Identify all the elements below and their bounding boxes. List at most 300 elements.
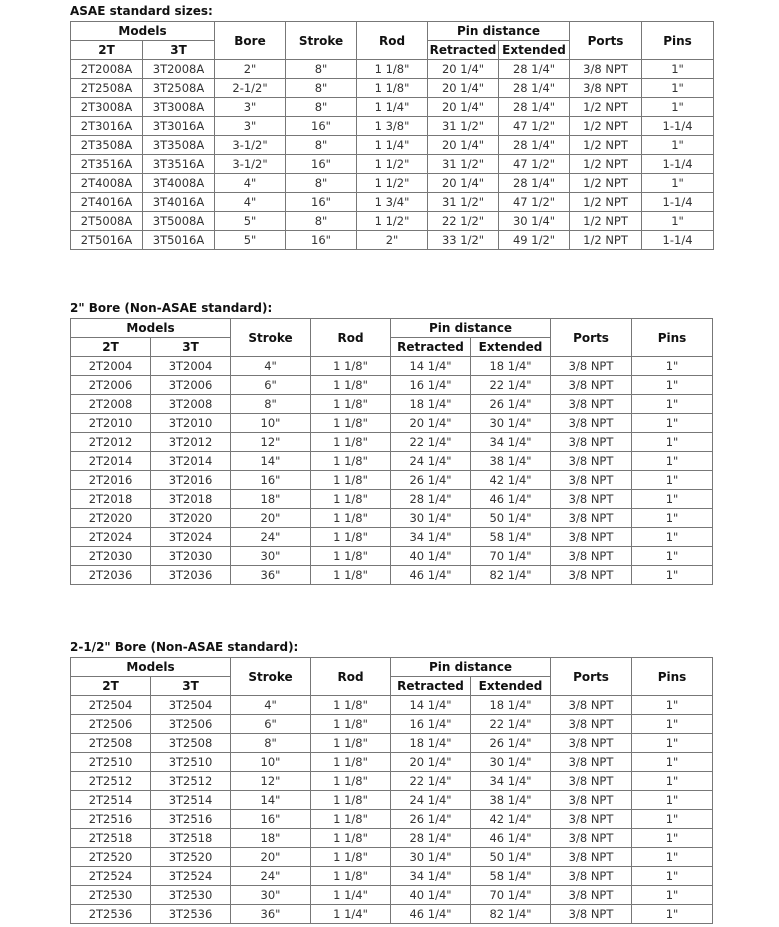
table-row: [71, 136, 714, 155]
table-cell: 1": [642, 60, 714, 79]
bore-header: Bore: [215, 22, 286, 60]
table-cell: 6": [231, 376, 311, 395]
table-cell: 1": [632, 414, 713, 433]
table-cell: 1-1/4: [642, 193, 714, 212]
table-cell: 28 1/4": [499, 174, 570, 193]
rod-header: Rod: [357, 22, 428, 60]
table-cell: 30 1/4": [391, 509, 471, 528]
table-row: [71, 905, 713, 924]
table-cell: 18": [231, 829, 311, 848]
table-cell: 3-1/2": [215, 136, 286, 155]
table-cell: 4": [231, 357, 311, 376]
table-cell: 1 1/8": [357, 60, 428, 79]
table-cell: 5": [215, 212, 286, 231]
table-cell: 3": [215, 98, 286, 117]
table-cell: 22 1/2": [428, 212, 499, 231]
table-cell: 40 1/4": [391, 886, 471, 905]
table-cell: 8": [286, 136, 357, 155]
table-cell: 1": [632, 791, 713, 810]
rod-header: Rod: [311, 319, 391, 357]
table-cell: 34 1/4": [391, 528, 471, 547]
table-cell: 1": [632, 905, 713, 924]
table-cell: 1": [632, 886, 713, 905]
table-cell: 3T5016A: [143, 231, 215, 250]
table-cell: 1": [632, 471, 713, 490]
table-cell: 8": [231, 734, 311, 753]
table-row: [71, 753, 713, 772]
two-and-half-inch-bore-section: [70, 638, 713, 924]
table-cell: 20": [231, 509, 311, 528]
table-cell: 8": [286, 60, 357, 79]
table-cell: 1": [642, 212, 714, 231]
table-cell: 8": [286, 174, 357, 193]
table-cell: 1": [632, 357, 713, 376]
retracted-header: Retracted: [391, 677, 471, 696]
table-cell: 10": [231, 753, 311, 772]
table-cell: 30 1/4": [471, 753, 551, 772]
table-row: [71, 155, 714, 174]
ports-header: Ports: [570, 22, 642, 60]
table-cell: 2T2520: [71, 848, 151, 867]
table-cell: 2T2508: [71, 734, 151, 753]
table-cell: 1 1/8": [311, 810, 391, 829]
table-cell: 1": [632, 753, 713, 772]
table-cell: 2T2524: [71, 867, 151, 886]
table-cell: 3T2030: [151, 547, 231, 566]
table-cell: 1 1/8": [311, 715, 391, 734]
table-cell: 2T3008A: [71, 98, 143, 117]
pin-distance-header: Pin distance: [428, 22, 570, 41]
table-cell: 26 1/4": [391, 471, 471, 490]
table-cell: 2T2018: [71, 490, 151, 509]
table-cell: 2T2008: [71, 395, 151, 414]
table-cell: 50 1/4": [471, 848, 551, 867]
table-row: [71, 490, 713, 509]
table-cell: 20 1/4": [428, 98, 499, 117]
table-cell: 1 1/8": [311, 734, 391, 753]
table-row: [71, 547, 713, 566]
table-cell: 1 1/8": [311, 566, 391, 585]
table-cell: 3T5008A: [143, 212, 215, 231]
table-cell: 18 1/4": [471, 696, 551, 715]
table-cell: 16": [231, 810, 311, 829]
table-cell: 8": [286, 212, 357, 231]
table-cell: 26 1/4": [471, 395, 551, 414]
extended-header: Extended: [471, 338, 551, 357]
table-cell: 31 1/2": [428, 155, 499, 174]
model-2t-header: 2T: [71, 41, 143, 60]
table-cell: 3/8 NPT: [551, 791, 632, 810]
table-cell: 28 1/4": [499, 136, 570, 155]
table-cell: 1 1/4": [357, 98, 428, 117]
table-cell: 1 1/2": [357, 174, 428, 193]
pins-header: Pins: [632, 658, 713, 696]
table-cell: 2T2536: [71, 905, 151, 924]
table-cell: 3T3508A: [143, 136, 215, 155]
table-cell: 1 1/8": [357, 79, 428, 98]
table-cell: 4": [215, 193, 286, 212]
table-body: [71, 60, 714, 250]
table-cell: 46 1/4": [391, 566, 471, 585]
table-cell: 2T2512: [71, 772, 151, 791]
table-cell: 24 1/4": [391, 452, 471, 471]
table-cell: 1": [632, 734, 713, 753]
table-cell: 14 1/4": [391, 696, 471, 715]
table-cell: 3T3516A: [143, 155, 215, 174]
table-cell: 1 1/8": [311, 772, 391, 791]
table-cell: 2T2504: [71, 696, 151, 715]
model-2t-header: 2T: [71, 338, 151, 357]
table-cell: 30 1/4": [471, 414, 551, 433]
model-2t-header: 2T: [71, 677, 151, 696]
table-cell: 34 1/4": [471, 772, 551, 791]
table-cell: 28 1/4": [499, 60, 570, 79]
table-cell: 3/8 NPT: [551, 471, 632, 490]
table-cell: 16": [286, 193, 357, 212]
table-cell: 58 1/4": [471, 867, 551, 886]
table-cell: 1/2 NPT: [570, 231, 642, 250]
table-cell: 2": [215, 60, 286, 79]
table-cell: 3T2008: [151, 395, 231, 414]
table-cell: 3T2014: [151, 452, 231, 471]
table-cell: 8": [286, 98, 357, 117]
table-row: [71, 174, 714, 193]
table-cell: 1 1/2": [357, 212, 428, 231]
table-cell: 24": [231, 867, 311, 886]
table-cell: 1": [632, 452, 713, 471]
table-cell: 1": [642, 136, 714, 155]
table-cell: 3/8 NPT: [551, 867, 632, 886]
models-header: Models: [71, 658, 231, 677]
stroke-header: Stroke: [231, 658, 311, 696]
table-cell: 14": [231, 452, 311, 471]
table-cell: 20": [231, 848, 311, 867]
table-row: [71, 433, 713, 452]
table-cell: 3/8 NPT: [551, 696, 632, 715]
table-cell: 3/8 NPT: [551, 414, 632, 433]
table-cell: 1 1/8": [311, 357, 391, 376]
table-cell: 3/8 NPT: [551, 395, 632, 414]
table-cell: 3T2518: [151, 829, 231, 848]
extended-header: Extended: [471, 677, 551, 696]
table-cell: 12": [231, 433, 311, 452]
table-cell: 2T2518: [71, 829, 151, 848]
table-cell: 31 1/2": [428, 117, 499, 136]
table-cell: 1": [642, 174, 714, 193]
models-header: Models: [71, 22, 215, 41]
pin-distance-header: Pin distance: [391, 319, 551, 338]
table-cell: 16": [286, 231, 357, 250]
table-cell: 1": [632, 490, 713, 509]
table-cell: 47 1/2": [499, 117, 570, 136]
table-cell: 40 1/4": [391, 547, 471, 566]
table-cell: 3T2514: [151, 791, 231, 810]
table-cell: 10": [231, 414, 311, 433]
table-cell: 3T2516: [151, 810, 231, 829]
table-cell: 3T2010: [151, 414, 231, 433]
table-cell: 1/2 NPT: [570, 117, 642, 136]
table-cell: 18 1/4": [471, 357, 551, 376]
table-cell: 1 1/4": [311, 886, 391, 905]
table-cell: 1": [632, 696, 713, 715]
table-cell: 3/8 NPT: [551, 848, 632, 867]
table-cell: 3-1/2": [215, 155, 286, 174]
table-cell: 1-1/4: [642, 155, 714, 174]
table-cell: 30 1/4": [499, 212, 570, 231]
table-row: [71, 528, 713, 547]
table-cell: 22 1/4": [391, 433, 471, 452]
table-cell: 34 1/4": [471, 433, 551, 452]
section-title: 2" Bore (Non-ASAE standard):: [70, 301, 273, 315]
ports-header: Ports: [551, 658, 632, 696]
table-row: [71, 886, 713, 905]
table-cell: 3/8 NPT: [551, 772, 632, 791]
table-row: [71, 810, 713, 829]
table-cell: 3T2520: [151, 848, 231, 867]
table-cell: 28 1/4": [499, 98, 570, 117]
table-cell: 26 1/4": [471, 734, 551, 753]
table-row: [71, 566, 713, 585]
table-cell: 1": [632, 528, 713, 547]
table-row: [71, 212, 714, 231]
table-cell: 1 1/4": [311, 905, 391, 924]
table-cell: 30": [231, 547, 311, 566]
section-title: 2-1/2" Bore (Non-ASAE standard):: [70, 640, 299, 654]
table-cell: 1 1/4": [357, 136, 428, 155]
table-cell: 1 1/8": [311, 753, 391, 772]
table-cell: 2T5016A: [71, 231, 143, 250]
table-cell: 58 1/4": [471, 528, 551, 547]
model-3t-header: 3T: [151, 338, 231, 357]
retracted-header: Retracted: [391, 338, 471, 357]
table-row: [71, 715, 713, 734]
table-cell: 1": [632, 395, 713, 414]
table-cell: 1": [642, 79, 714, 98]
table-row: [71, 829, 713, 848]
table-cell: 2T2030: [71, 547, 151, 566]
table-cell: 3/8 NPT: [551, 528, 632, 547]
table-cell: 12": [231, 772, 311, 791]
table-cell: 16": [231, 471, 311, 490]
table-cell: 42 1/4": [471, 471, 551, 490]
table-cell: 3T2530: [151, 886, 231, 905]
table-cell: 16 1/4": [391, 376, 471, 395]
table-cell: 2T3508A: [71, 136, 143, 155]
table-cell: 2T2506: [71, 715, 151, 734]
table-cell: 2T2010: [71, 414, 151, 433]
table-cell: 3T2524: [151, 867, 231, 886]
table-cell: 20 1/4": [391, 414, 471, 433]
model-3t-header: 3T: [151, 677, 231, 696]
table-cell: 1 1/8": [311, 528, 391, 547]
table-row: [71, 867, 713, 886]
table-cell: 3T3008A: [143, 98, 215, 117]
table-cell: 3": [215, 117, 286, 136]
table-cell: 4": [215, 174, 286, 193]
table-cell: 1": [632, 509, 713, 528]
table-cell: 2T3016A: [71, 117, 143, 136]
table-cell: 2T2516: [71, 810, 151, 829]
table-cell: 3T2504: [151, 696, 231, 715]
table-cell: 20 1/4": [428, 60, 499, 79]
table-cell: 22 1/4": [391, 772, 471, 791]
table-cell: 1": [632, 376, 713, 395]
table-cell: 46 1/4": [391, 905, 471, 924]
table-row: [71, 376, 713, 395]
asae-section: [70, 2, 714, 250]
table-cell: 2T2012: [71, 433, 151, 452]
table-cell: 3/8 NPT: [570, 79, 642, 98]
table-cell: 28 1/4": [391, 829, 471, 848]
table-cell: 2T2004: [71, 357, 151, 376]
table-row: [71, 357, 713, 376]
table-cell: 1 1/8": [311, 433, 391, 452]
table-cell: 3T2004: [151, 357, 231, 376]
table-cell: 24": [231, 528, 311, 547]
table-cell: 18": [231, 490, 311, 509]
table-cell: 3T2536: [151, 905, 231, 924]
table-cell: 33 1/2": [428, 231, 499, 250]
table-cell: 1": [632, 433, 713, 452]
pin-distance-header: Pin distance: [391, 658, 551, 677]
table-row: [71, 791, 713, 810]
table-cell: 24 1/4": [391, 791, 471, 810]
table-row: [71, 60, 714, 79]
table-cell: 3/8 NPT: [551, 829, 632, 848]
two-inch-bore-section: [70, 299, 713, 585]
table-cell: 22 1/4": [471, 715, 551, 734]
table-cell: 3T2508: [151, 734, 231, 753]
table-cell: 1": [632, 772, 713, 791]
table-cell: 1/2 NPT: [570, 212, 642, 231]
table-cell: 2T2036: [71, 566, 151, 585]
table-cell: 3T4008A: [143, 174, 215, 193]
table-row: [71, 193, 714, 212]
table-cell: 1": [632, 715, 713, 734]
table-cell: 70 1/4": [471, 886, 551, 905]
table-cell: 1 1/8": [311, 509, 391, 528]
table-cell: 1 3/4": [357, 193, 428, 212]
table-cell: 3T2008A: [143, 60, 215, 79]
table-cell: 46 1/4": [471, 829, 551, 848]
table-cell: 3T4016A: [143, 193, 215, 212]
table-cell: 2-1/2": [215, 79, 286, 98]
table-cell: 14": [231, 791, 311, 810]
table-cell: 30": [231, 886, 311, 905]
table-cell: 3T2510: [151, 753, 231, 772]
table-cell: 1 1/8": [311, 395, 391, 414]
table-cell: 34 1/4": [391, 867, 471, 886]
table-cell: 2T2014: [71, 452, 151, 471]
table-cell: 1 1/8": [311, 490, 391, 509]
table-cell: 20 1/4": [428, 79, 499, 98]
table-cell: 4": [231, 696, 311, 715]
table-cell: 3/8 NPT: [551, 810, 632, 829]
two-inch-bore-table: [70, 318, 713, 585]
table-cell: 3/8 NPT: [551, 734, 632, 753]
table-cell: 1 1/8": [311, 452, 391, 471]
table-cell: 16": [286, 117, 357, 136]
table-cell: 3/8 NPT: [551, 357, 632, 376]
table-cell: 3T2012: [151, 433, 231, 452]
table-cell: 2": [357, 231, 428, 250]
retracted-header: Retracted: [428, 41, 499, 60]
table-cell: 5": [215, 231, 286, 250]
table-cell: 3T3016A: [143, 117, 215, 136]
stroke-header: Stroke: [231, 319, 311, 357]
table-cell: 3/8 NPT: [551, 509, 632, 528]
table-cell: 8": [286, 79, 357, 98]
table-row: [71, 117, 714, 136]
table-cell: 2T2024: [71, 528, 151, 547]
models-header: Models: [71, 319, 231, 338]
table-cell: 2T2508A: [71, 79, 143, 98]
table-cell: 16": [286, 155, 357, 174]
table-cell: 38 1/4": [471, 452, 551, 471]
table-cell: 47 1/2": [499, 155, 570, 174]
table-cell: 82 1/4": [471, 905, 551, 924]
table-cell: 3T2036: [151, 566, 231, 585]
table-cell: 49 1/2": [499, 231, 570, 250]
table-cell: 16 1/4": [391, 715, 471, 734]
table-row: [71, 452, 713, 471]
table-cell: 6": [231, 715, 311, 734]
table-cell: 36": [231, 905, 311, 924]
table-row: [71, 772, 713, 791]
table-cell: 3T2508A: [143, 79, 215, 98]
table-cell: 3/8 NPT: [551, 753, 632, 772]
table-cell: 1-1/4: [642, 231, 714, 250]
table-cell: 26 1/4": [391, 810, 471, 829]
table-cell: 14 1/4": [391, 357, 471, 376]
table-cell: 1 1/8": [311, 848, 391, 867]
extended-header: Extended: [499, 41, 570, 60]
table-cell: 1 1/8": [311, 867, 391, 886]
table-cell: 1/2 NPT: [570, 155, 642, 174]
table-body: [71, 696, 713, 924]
table-cell: 1 3/8": [357, 117, 428, 136]
table-cell: 3T2018: [151, 490, 231, 509]
table-row: [71, 414, 713, 433]
table-cell: 3T2512: [151, 772, 231, 791]
table-cell: 1": [632, 566, 713, 585]
table-row: [71, 509, 713, 528]
table-cell: 1 1/8": [311, 376, 391, 395]
pins-header: Pins: [642, 22, 714, 60]
table-cell: 2T4016A: [71, 193, 143, 212]
table-cell: 3/8 NPT: [551, 376, 632, 395]
table-cell: 31 1/2": [428, 193, 499, 212]
table-row: [71, 848, 713, 867]
table-cell: 1 1/8": [311, 471, 391, 490]
table-cell: 2T4008A: [71, 174, 143, 193]
table-cell: 3/8 NPT: [551, 905, 632, 924]
table-cell: 46 1/4": [471, 490, 551, 509]
table-cell: 1/2 NPT: [570, 136, 642, 155]
table-cell: 3T2020: [151, 509, 231, 528]
table-cell: 2T2020: [71, 509, 151, 528]
table-cell: 3/8 NPT: [551, 452, 632, 471]
table-cell: 3T2024: [151, 528, 231, 547]
table-cell: 3/8 NPT: [551, 886, 632, 905]
table-cell: 28 1/4": [391, 490, 471, 509]
table-cell: 1 1/8": [311, 791, 391, 810]
table-body: [71, 357, 713, 585]
table-cell: 2T2008A: [71, 60, 143, 79]
table-cell: 3T2016: [151, 471, 231, 490]
rod-header: Rod: [311, 658, 391, 696]
table-cell: 28 1/4": [499, 79, 570, 98]
